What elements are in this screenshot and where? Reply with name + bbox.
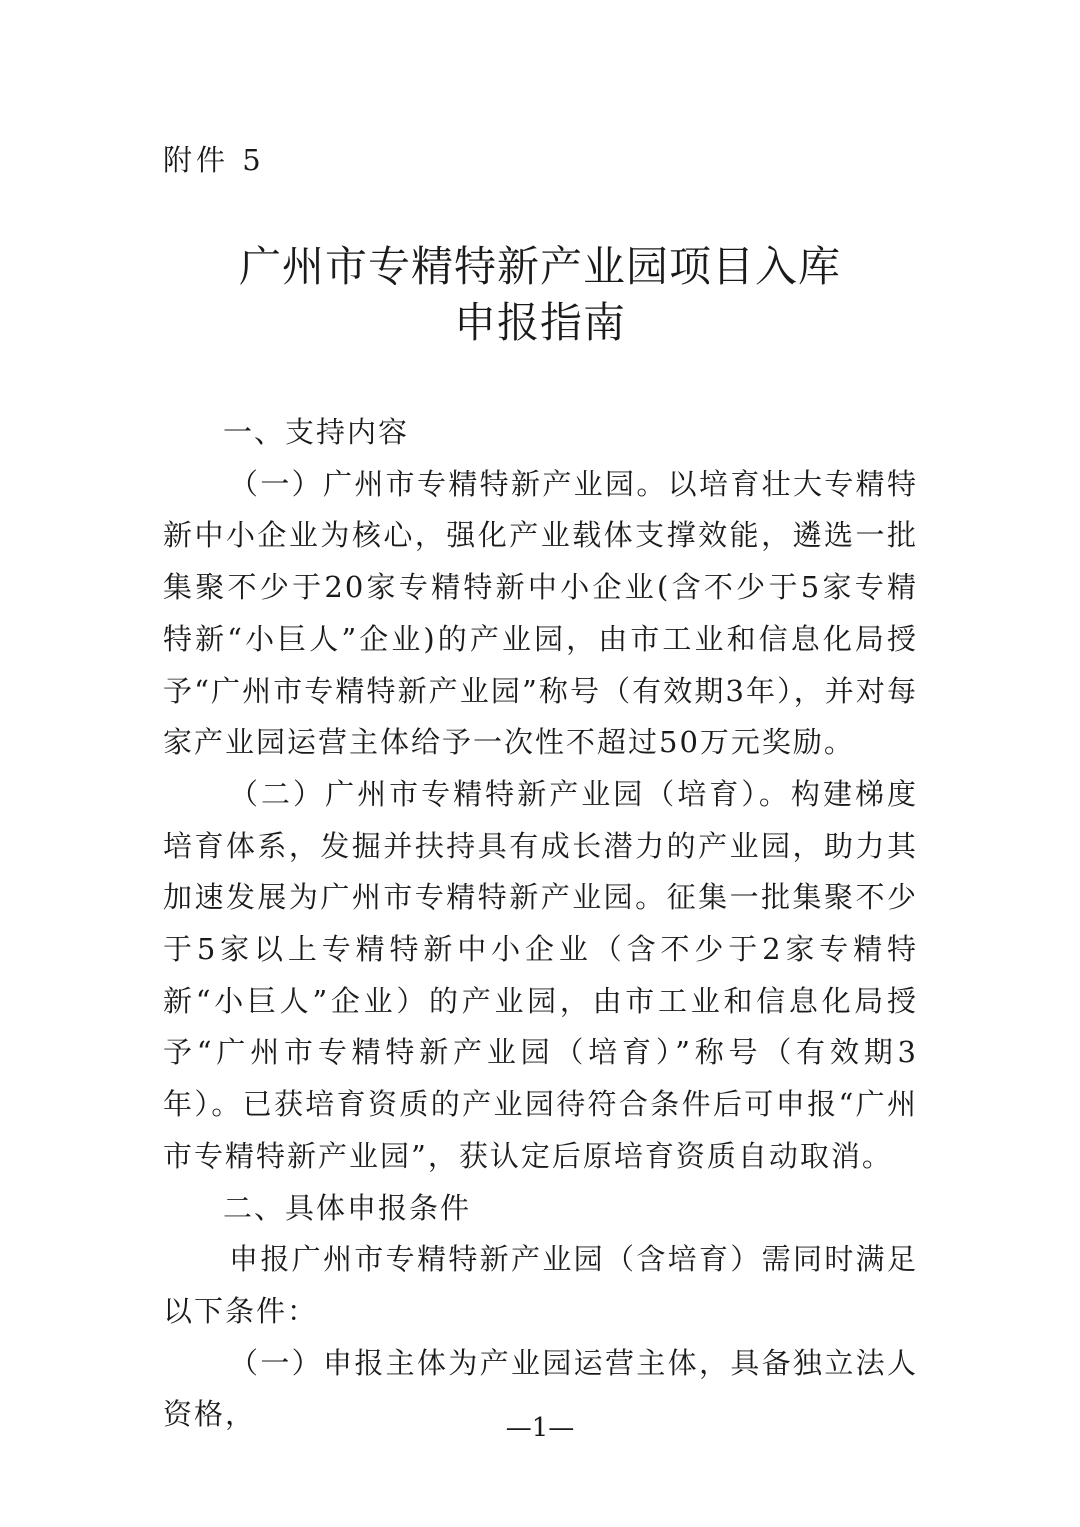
document-body xyxy=(163,407,918,1441)
paragraph-conditions-intro: 申报广州市专精特新产业园（含培育）需同时满足以下条件： xyxy=(163,1242,918,1328)
document-title-line-1: 广州市专精特新产业园项目入库 xyxy=(238,242,841,291)
paragraph-condition-1: （一）申报主体为产业园运营主体，具备独立法人资格， xyxy=(163,1345,918,1432)
paragraph-industrial-park: （一）广州市专精特新产业园。以培育壮大专精特新中小企业为核心，强化产业载体支撑效能，遴选一批集聚不少于20家专精特新中小企业(含不少于5家专精特新“小巨人”企业)的产业园，由市工业和信息化局授予“广州市专精特新产业园”称号（有效期3年），并对每家产业园运营主体给予一次性不超过50万元奖励。 xyxy=(163,466,918,760)
attachment-label: 附件 5 xyxy=(163,143,265,177)
section-heading-application-conditions: 二、具体申报条件 xyxy=(223,1190,472,1225)
page-number: —1— xyxy=(505,1413,575,1443)
paragraph-industrial-park-cultivation: （二）广州市专精特新产业园（培育）。构建梯度培育体系，发掘并扶持具有成长潜力的产业园，助力其加速发展为广州市专精特新产业园。征集一批集聚不少于5家以上专精特新中小企业（含不少于2家专精特新“小巨人”企业）的产业园，由市工业和信息化局授予“广州市专精特新产业园（培育）”称号（有效期3年）。已获培育资质的产业园待符合条件后可申报“广州市专精特新产业园”，获认定后原培育资质自动取消。 xyxy=(163,776,918,1173)
section-heading-support-content: 一、支持内容 xyxy=(223,415,410,449)
document-title-line-2: 申报指南 xyxy=(453,298,626,347)
